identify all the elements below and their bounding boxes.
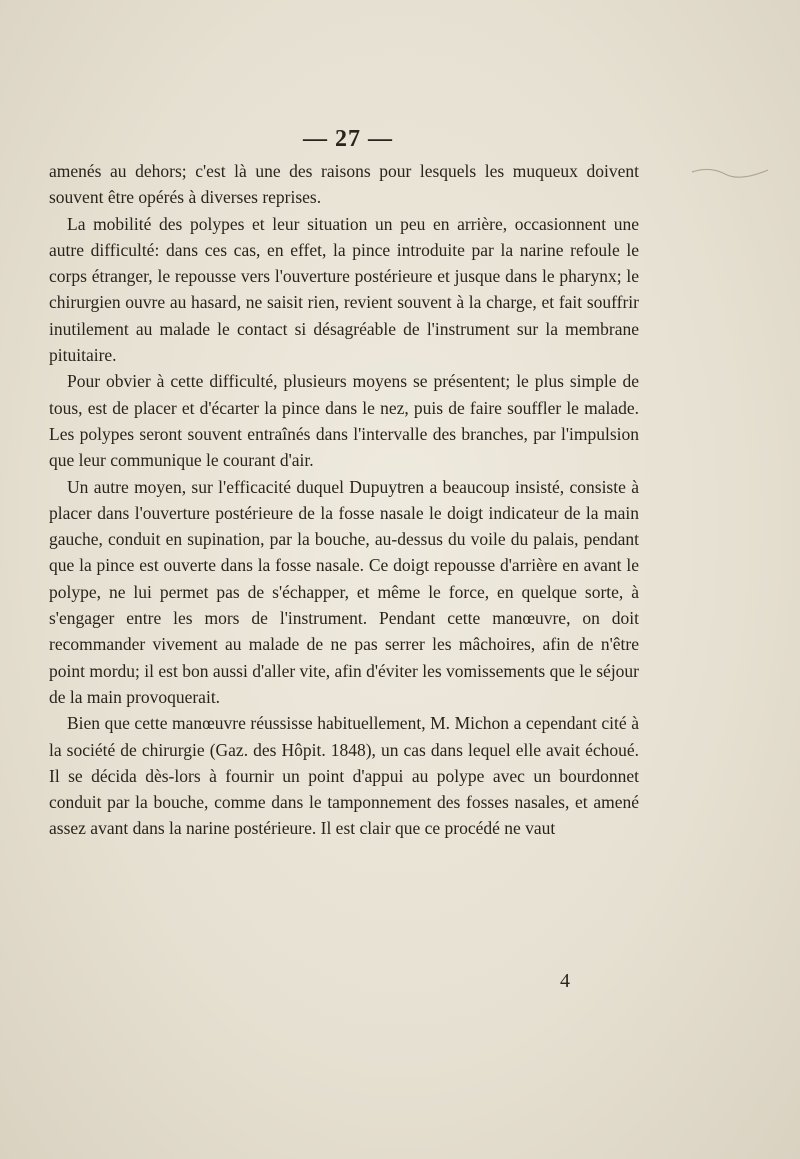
page-text-block [49, 120, 639, 842]
paragraph-2: La mobilité des polypes et leur situation un peu en arrière, occasionnent une autre difficulté: dans ces cas, en effet, la pince introduite par la narine refoule le corps étranger, le repousse vers l'ouverture postérieure et jusque dans le pharynx; le chirurgien ouvre au hasard, ne saisit rien, revient souvent à la charge, et fait souffrir inutilement au malade le contact si désagréable de l'instrument sur la membrane pituitaire. [49, 213, 639, 366]
paragraph-5: Bien que cette manœuvre réussisse habituellement, M. Michon a cependant cité à la société de chirurgie (Gaz. des Hôpit. 1848), un cas dans lequel elle avait échoué. Il se décida dès-lors à fournir un point d'appui au polype avec un bourdonnet conduit par la bouche, comme dans le tamponnement des fosses nasales, et amené assez avant dans la narine postérieure. Il est clair que ce procédé ne vaut [49, 713, 639, 839]
paragraph-1: amenés au dehors; c'est là une des raisons pour lesquels les muqueux doivent souvent être opérés à diverses reprises. [49, 161, 639, 208]
paragraph-4: Un autre moyen, sur l'efficacité duquel Dupuytren a beaucoup insisté, consiste à placer dans l'ouverture postérieure de la fosse nasale le doigt indicateur de la main gauche, conduit en supination, par la bouche, au-dessus du voile du palais, pendant que la pince est ouverte dans la fosse nasale. Ce doigt repousse d'arrière en avant le polype, ne lui permet pas de s'échapper, et même le force, en quelque sorte, à s'engager entre les mors de l'instrument. Pendant cette manœuvre, on doit recommander vivement au malade de ne pas serrer les mâchoires, afin de n'être point mordu; il est bon aussi d'aller vite, afin d'éviter les vomissements que le séjour de la main provoquerait. [49, 476, 640, 707]
signature-mark: 4 [560, 970, 570, 992]
page-number: — 27 — [303, 126, 393, 152]
ink-blot-mark [690, 160, 770, 190]
paragraph-3: Pour obvier à cette difficulté, plusieurs moyens se présentent; le plus simple de tous, est de placer et d'écarter la pince dans le nez, puis de faire souffler le malade. Les polypes seront souvent entraînés dans l'intervalle des branches, par l'impulsion que leur communique le courant d'air. [49, 371, 639, 471]
